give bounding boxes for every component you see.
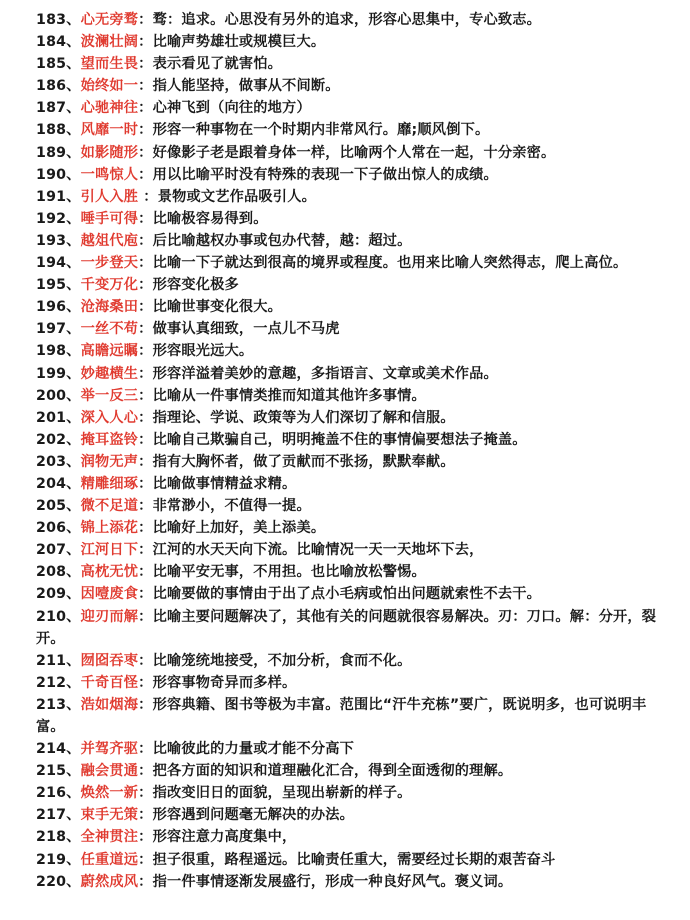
idiom-entry <box>36 826 668 848</box>
idiom-definition: 做事认真细致，一点儿不马虎 <box>152 321 340 338</box>
entry-separator: ： <box>138 299 153 316</box>
entry-number: 184、 <box>36 34 81 51</box>
entry-number: 211、 <box>36 652 81 669</box>
entry-number: 213、 <box>36 696 81 713</box>
idiom-term: 润物无声 <box>80 453 139 470</box>
idiom-entry <box>36 694 668 738</box>
entry-separator: ： <box>138 652 153 669</box>
idiom-term: 一步登天 <box>80 255 139 272</box>
entry-separator: ： <box>138 255 153 272</box>
entry-separator: ： <box>138 188 158 205</box>
entry-separator: ： <box>138 873 153 890</box>
idiom-definition: 景物或文艺作品吸引人。 <box>157 188 316 205</box>
idiom-entry <box>36 252 668 274</box>
idiom-term: 浩如烟海 <box>80 696 139 713</box>
entry-separator: ： <box>138 210 153 227</box>
idiom-definition: 用以比喻平时没有特殊的表现一下子做出惊人的成绩。 <box>152 166 498 183</box>
entry-number: 204、 <box>36 475 81 492</box>
entry-separator: ： <box>138 674 153 691</box>
idiom-term: 融会贯通 <box>80 763 139 780</box>
idiom-entry <box>36 296 668 318</box>
entry-separator: ： <box>138 520 153 537</box>
idiom-entry <box>36 738 668 760</box>
entry-separator: ： <box>138 343 153 360</box>
idiom-term: 唾手可得 <box>80 210 139 227</box>
idiom-term: 高瞻远瞩 <box>80 343 139 360</box>
idiom-entry <box>36 451 668 473</box>
idiom-term: 如影随形 <box>80 144 139 161</box>
entry-number: 215、 <box>36 763 81 780</box>
entry-number: 210、 <box>36 608 81 625</box>
entry-separator: ： <box>138 277 153 294</box>
idiom-definition: 指改变旧日的面貌，呈现出崭新的样子。 <box>152 785 412 802</box>
idiom-definition: 表示看见了就害怕。 <box>152 56 283 73</box>
entry-separator: ： <box>138 144 153 161</box>
entry-separator: ： <box>138 785 153 802</box>
idiom-term: 焕然一新 <box>80 785 139 802</box>
entry-number: 208、 <box>36 564 81 581</box>
idiom-term: 千奇百怪 <box>80 674 139 691</box>
idiom-entry <box>36 274 668 296</box>
idiom-definition: 比喻主要问题解决了，其他有关的问题就很容易解决。刃：刀口。解：分开，裂开。 <box>36 608 657 647</box>
idiom-entry <box>36 340 668 362</box>
idiom-definition: 好像影子老是跟着身体一样，比喻两个人常在一起，十分亲密。 <box>152 144 556 161</box>
entry-separator: ： <box>138 829 153 846</box>
idiom-definition: 江河的水天天向下流。比喻情况一天一天地坏下去， <box>152 542 484 559</box>
idiom-term: 风靡一时 <box>80 122 139 139</box>
idiom-definition: 后比喻越权办事或包办代替，越：超过。 <box>152 232 412 249</box>
idiom-entry <box>36 561 668 583</box>
entry-number: 197、 <box>36 321 81 338</box>
idiom-term: 心驰神往 <box>80 100 139 117</box>
idiom-entry <box>36 230 668 252</box>
idiom-definition: 指一件事情逐渐发展盛行，形成一种良好风气。褒义词。 <box>152 873 513 890</box>
entry-number: 189、 <box>36 144 81 161</box>
entry-number: 200、 <box>36 387 81 404</box>
idiom-entry <box>36 186 668 208</box>
entry-number: 217、 <box>36 807 81 824</box>
idiom-definition: 担子很重，路程遥远。比喻责任重大，需要经过长期的艰苦奋斗 <box>152 851 556 868</box>
entry-separator: ： <box>138 409 153 426</box>
entry-separator: ： <box>138 475 153 492</box>
idiom-entry <box>36 495 668 517</box>
entry-separator: ： <box>138 741 153 758</box>
idiom-definition: 指有大胸怀者，做了贡献而不张扬，默默奉献。 <box>152 453 455 470</box>
idiom-term: 迎刃而解 <box>80 608 139 625</box>
entry-number: 192、 <box>36 210 81 227</box>
entry-separator: ： <box>138 696 153 713</box>
idiom-entry <box>36 142 668 164</box>
idiom-term: 引人入胜 <box>80 188 139 205</box>
entry-separator: ： <box>138 498 153 515</box>
entry-separator: ： <box>138 387 153 404</box>
idiom-term: 全神贯注 <box>80 829 139 846</box>
entry-number: 207、 <box>36 542 81 559</box>
idiom-term: 高枕无忧 <box>80 564 139 581</box>
idiom-entry <box>36 871 668 893</box>
idiom-definition: 比喻要做的事情由于出了点小毛病或怕出问题就索性不去干。 <box>152 586 542 603</box>
entry-number: 195、 <box>36 277 81 294</box>
idiom-definition: 比喻笼统地接受，不加分析，食而不化。 <box>152 652 412 669</box>
idiom-term: 举一反三 <box>80 387 139 404</box>
entry-separator: ： <box>138 431 153 448</box>
entry-separator: ： <box>138 122 153 139</box>
entry-number: 193、 <box>36 232 81 249</box>
idiom-entry <box>36 208 668 230</box>
entry-separator: ： <box>138 807 153 824</box>
idiom-term: 千变万化 <box>80 277 139 294</box>
idiom-entry <box>36 583 668 605</box>
idiom-entry <box>36 672 668 694</box>
entry-number: 218、 <box>36 829 81 846</box>
idiom-term: 微不足道 <box>80 498 139 515</box>
entry-separator: ： <box>138 166 153 183</box>
entry-number: 191、 <box>36 188 81 205</box>
idiom-entry <box>36 75 668 97</box>
idiom-term: 望而生畏 <box>80 56 139 73</box>
idiom-entry <box>36 53 668 75</box>
idiom-entry <box>36 119 668 141</box>
entry-number: 216、 <box>36 785 81 802</box>
entry-separator: ： <box>138 608 153 625</box>
idiom-definition: 形容变化极多 <box>152 277 239 294</box>
entry-number: 219、 <box>36 851 81 868</box>
entry-number: 186、 <box>36 78 81 95</box>
idiom-term: 精雕细琢 <box>80 475 139 492</box>
entry-number: 196、 <box>36 299 81 316</box>
entry-number: 199、 <box>36 365 81 382</box>
entry-separator: ： <box>138 763 153 780</box>
entry-number: 212、 <box>36 674 81 691</box>
idiom-definition: 骛：追求。心思没有另外的追求，形容心思集中，专心致志。 <box>152 12 542 28</box>
idiom-definition: 比喻从一件事情类推而知道其他许多事情。 <box>152 387 426 404</box>
idiom-definition: 形容典籍、图书等极为丰富。范围比“汗牛充栋”要广，既说明多，也可说明丰富。 <box>36 696 647 735</box>
entry-number: 203、 <box>36 453 81 470</box>
idiom-definition: 比喻做事情精益求精。 <box>152 475 297 492</box>
idiom-entry <box>36 782 668 804</box>
entry-separator: ： <box>138 78 153 95</box>
idiom-term: 始终如一 <box>80 78 139 95</box>
entry-number: 206、 <box>36 520 81 537</box>
idiom-entry <box>36 517 668 539</box>
entry-separator: ： <box>138 586 153 603</box>
entry-separator: ： <box>138 12 153 28</box>
idiom-term: 因噎废食 <box>80 586 139 603</box>
idiom-definition: 比喻彼此的力量或才能不分高下 <box>152 741 354 758</box>
entry-separator: ： <box>138 56 153 73</box>
idiom-entry <box>36 606 668 650</box>
idiom-term: 任重道远 <box>80 851 139 868</box>
entry-separator: ： <box>138 542 153 559</box>
entry-number: 220、 <box>36 873 81 890</box>
idiom-term: 一丝不苟 <box>80 321 139 338</box>
idiom-definition: 形容事物奇异而多样。 <box>152 674 297 691</box>
entry-separator: ： <box>138 34 153 51</box>
idiom-entry <box>36 429 668 451</box>
idiom-definition: 心神飞到（向往的地方） <box>152 100 311 117</box>
idiom-definition: 非常渺小，不值得一提。 <box>152 498 311 515</box>
idiom-definition: 把各方面的知识和道理融化汇合，得到全面透彻的理解。 <box>152 763 513 780</box>
idiom-entry <box>36 849 668 871</box>
idiom-definition: 指理论、学说、政策等为人们深切了解和信服。 <box>152 409 455 426</box>
idiom-definition: 形容注意力高度集中， <box>152 829 297 846</box>
entry-separator: ： <box>138 564 153 581</box>
idiom-entry <box>36 650 668 672</box>
entry-separator: ： <box>138 100 153 117</box>
entry-separator: ： <box>138 851 153 868</box>
entry-separator: ： <box>138 232 153 249</box>
idiom-definition: 形容眼光远大。 <box>152 343 254 360</box>
idiom-entry <box>36 473 668 495</box>
idiom-entry <box>36 385 668 407</box>
idiom-term: 沧海桑田 <box>80 299 139 316</box>
idiom-definition: 比喻世事变化很大。 <box>152 299 283 316</box>
idiom-definition: 指人能坚持，做事从不间断。 <box>152 78 340 95</box>
idiom-term: 锦上添花 <box>80 520 139 537</box>
idiom-definition: 比喻一下子就达到很高的境界或程度。也用来比喻人突然得志，爬上高位。 <box>152 255 628 272</box>
entry-separator: ： <box>138 321 153 338</box>
idiom-definition: 比喻自己欺骗自己，明明掩盖不住的事情偏要想法子掩盖。 <box>152 431 527 448</box>
idiom-entry <box>36 164 668 186</box>
idiom-definition: 比喻好上加好，美上添美。 <box>152 520 326 537</box>
idiom-entry <box>36 407 668 429</box>
idiom-term: 并驾齐驱 <box>80 741 139 758</box>
entry-number: 202、 <box>36 431 81 448</box>
entry-number: 190、 <box>36 166 81 183</box>
idiom-entry <box>36 9 668 31</box>
entry-number: 187、 <box>36 100 81 117</box>
idiom-term: 妙趣横生 <box>80 365 139 382</box>
idiom-entry <box>36 804 668 826</box>
idiom-definition: 比喻平安无事，不用担。也比喻放松警惕。 <box>152 564 426 581</box>
idiom-entry <box>36 363 668 385</box>
entry-separator: ： <box>138 453 153 470</box>
idiom-definition: 形容洋溢着美妙的意趣，多指语言、文章或美术作品。 <box>152 365 498 382</box>
idiom-term: 深入人心 <box>80 409 139 426</box>
entry-separator: ： <box>138 365 153 382</box>
entry-number: 205、 <box>36 498 81 515</box>
idiom-term: 束手无策 <box>80 807 139 824</box>
entry-number: 214、 <box>36 741 81 758</box>
entry-number: 188、 <box>36 122 81 139</box>
entry-number: 183、 <box>36 12 81 28</box>
idiom-definition: 形容一种事物在一个时期内非常风行。靡;顺风倒下。 <box>152 122 490 139</box>
entry-number: 209、 <box>36 586 81 603</box>
idiom-entry <box>36 31 668 53</box>
idiom-definition: 比喻极容易得到。 <box>152 210 268 227</box>
idiom-entry <box>36 318 668 340</box>
idiom-entry <box>36 539 668 561</box>
entry-number: 201、 <box>36 409 81 426</box>
entry-number: 185、 <box>36 56 81 73</box>
idiom-term: 囫囵吞枣 <box>80 652 139 669</box>
idiom-term: 蔚然成风 <box>80 873 139 890</box>
idiom-term: 江河日下 <box>80 542 139 559</box>
entry-number: 194、 <box>36 255 81 272</box>
idiom-entry <box>36 97 668 119</box>
idiom-term: 一鸣惊人 <box>80 166 139 183</box>
idiom-term: 波澜壮阔 <box>80 34 139 51</box>
idiom-term: 心无旁骛 <box>80 12 139 28</box>
idiom-definition: 比喻声势雄壮或规模巨大。 <box>152 34 326 51</box>
idiom-term: 掩耳盗铃 <box>80 431 139 448</box>
idiom-entry <box>36 760 668 782</box>
entry-number: 198、 <box>36 343 81 360</box>
idiom-term: 越俎代庖 <box>80 232 139 249</box>
idiom-definition: 形容遇到问题毫无解决的办法。 <box>152 807 354 824</box>
